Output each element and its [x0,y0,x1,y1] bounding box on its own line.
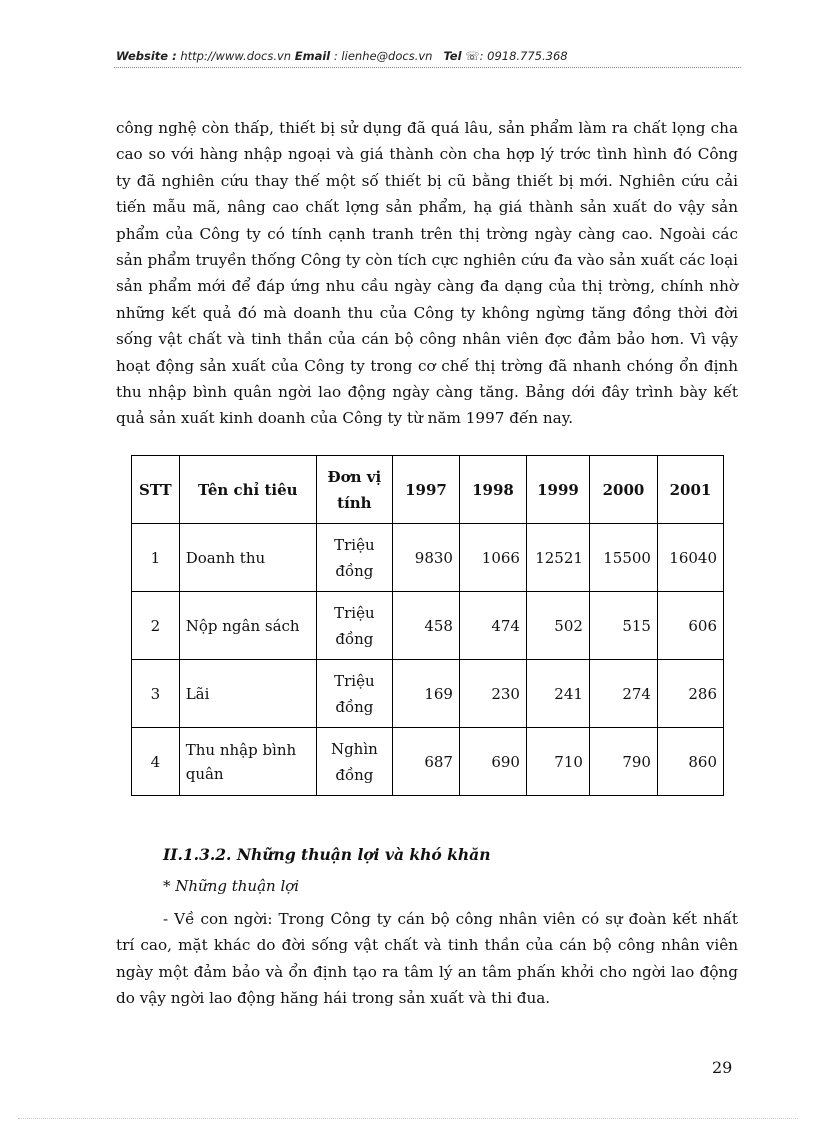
cell-unit: Triệu đồng [316,660,392,728]
tel-label: Tel [443,49,462,63]
email-value[interactable]: : lienhe@docs.vn [333,49,433,63]
cell-stt: 1 [132,524,180,592]
cell-value: 15500 [589,524,657,592]
col-header: Tên chỉ tiêu [179,456,316,524]
results-table [131,455,724,796]
cell-unit: Triệu đồng [316,524,392,592]
cell-value: 710 [526,728,589,796]
cell-value: 515 [589,592,657,660]
website-label: Website : [116,49,177,63]
cell-value: 458 [392,592,459,660]
cell-stt: 4 [132,728,180,796]
cell-value: 16040 [657,524,723,592]
cell-value: 286 [657,660,723,728]
cell-value: 687 [392,728,459,796]
email-label: Email [294,49,331,63]
page-header [116,49,568,63]
phone-icon: ☏ [465,49,480,63]
cell-value: 274 [589,660,657,728]
table-row [132,660,724,728]
cell-value: 9830 [392,524,459,592]
col-header: 1997 [392,456,459,524]
table-header-row [132,456,724,524]
cell-stt: 2 [132,592,180,660]
sub-heading: * Những thuận lợi [163,877,300,895]
col-header: 1998 [459,456,526,524]
section-heading: II.1.3.2. Những thuận lợi và khó khăn [163,845,491,864]
cell-name: Nộp ngân sách [179,592,316,660]
advantages-paragraph: - Về con ngời: Trong Công ty cán bộ công nhân viên có sự đoàn kết nhất trí cao, mặt khác do đời sống vật chất và tinh thần của cán bộ công nhân viên ngày một đảm bảo và ổn định tạo ra tâm lý an tâm phấn khởi cho ngời lao động do vậy ngời lao động hăng hái trong sản xuất và thi đua. [116,910,738,1008]
cell-unit: Triệu đồng [316,592,392,660]
cell-name: Lãi [179,660,316,728]
col-header: Đơn vị tính [316,456,392,524]
col-header: STT [132,456,180,524]
website-url[interactable]: http://www.docs.vn [180,49,292,63]
page-number: 29 [712,1058,733,1077]
cell-value: 860 [657,728,723,796]
cell-value: 12521 [526,524,589,592]
intro-paragraph: công nghệ còn thấp, thiết bị sử dụng đã quá lâu, sản phẩm làm ra chất lọng cha cao so với hàng nhập ngoại và giá thành còn cha hợp lý trớc tình hình đó Công ty đã nghiên cứu thay thế một số thiết bị cũ bằng thiết bị mới. Nghiên cứu cải tiến mẫu mã, nâng cao chất lợng sản phẩm, hạ giá thành sản xuất do vậy sản phẩm của Công ty có tính cạnh tranh trên thị trờng ngày càng cao. Ngoài các sản phẩm truyền thống Công ty còn tích cực nghiên cứu đa vào sản xuất các loại sản phẩm mới để đáp ứng nhu cầu ngày càng đa dạng của thị trờng, chính nhờ những kết quả đó mà doanh thu của Công ty không ngừng tăng đồng thời đời sống vật chất và tinh thần của cán bộ công nhân viên đợc đảm bảo hơn. Vì vậy hoạt động sản xuất của Công ty trong cơ chế thị trờng đã nhanh chóng ổn định thu nhập bình quân ngời lao động ngày càng tăng. Bảng dới đây trình bày kết quả sản xuất kinh doanh của Công ty từ năm 1997 đến nay. [116,119,738,428]
table-row [132,524,724,592]
cell-value: 690 [459,728,526,796]
cell-value: 1066 [459,524,526,592]
col-header: 1999 [526,456,589,524]
cell-value: 169 [392,660,459,728]
header-rule [114,67,741,68]
cell-name: Thu nhập bình quân [179,728,316,796]
cell-value: 502 [526,592,589,660]
cell-value: 790 [589,728,657,796]
cell-value: 241 [526,660,589,728]
cell-stt: 3 [132,660,180,728]
table-row [132,592,724,660]
cell-value: 230 [459,660,526,728]
col-header: 2000 [589,456,657,524]
tel-value: : 0918.775.368 [479,49,568,63]
cell-value: 606 [657,592,723,660]
cell-value: 474 [459,592,526,660]
col-header: 2001 [657,456,723,524]
footer-rule [18,1118,798,1119]
cell-unit: Nghìn đồng [316,728,392,796]
cell-name: Doanh thu [179,524,316,592]
table-row [132,728,724,796]
